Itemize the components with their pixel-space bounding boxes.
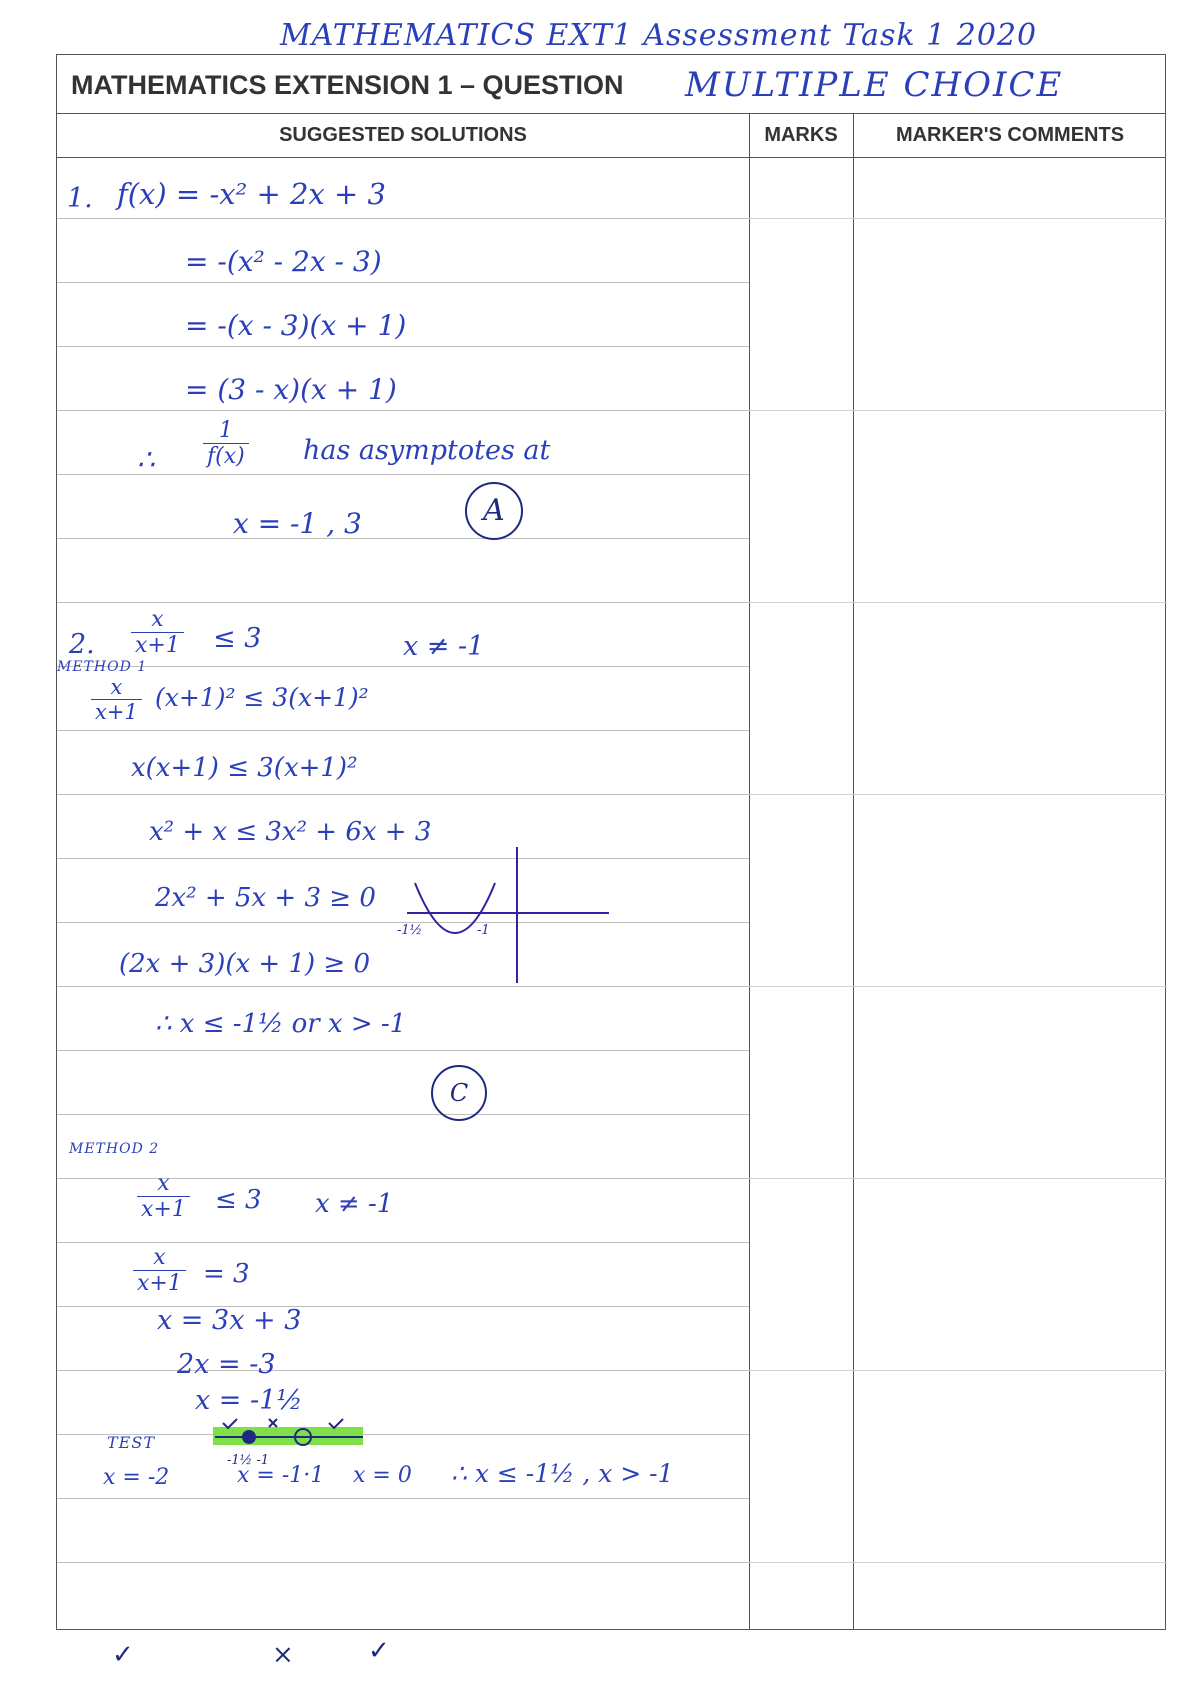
q2-m1-frac-den: x+1 bbox=[95, 700, 138, 724]
q1-frac-num: 1 bbox=[203, 418, 249, 444]
m2-frac-num: x bbox=[137, 1171, 190, 1197]
ruled-line bbox=[749, 794, 1167, 795]
ruled-line bbox=[749, 1370, 1167, 1371]
method2-label: METHOD 2 bbox=[69, 1141, 160, 1157]
m2-ineq: ≤ 3 bbox=[215, 1185, 262, 1215]
ruled-line bbox=[57, 282, 749, 283]
column-header-row bbox=[57, 113, 1165, 158]
q2-line5: 2x² + 5x + 3 ≥ 0 bbox=[155, 883, 376, 913]
number-line-labels: -1½ -1 bbox=[227, 1453, 270, 1468]
test-value-1: x = -2 bbox=[103, 1465, 170, 1490]
parabola-sketch bbox=[387, 845, 617, 985]
ruled-line bbox=[57, 602, 749, 603]
ruled-line bbox=[57, 1370, 749, 1371]
q2-fraction bbox=[131, 607, 184, 658]
test-label: TEST bbox=[107, 1433, 155, 1452]
cross-mark bbox=[269, 1419, 277, 1427]
q1-line2: = -(x² - 2x - 3) bbox=[185, 245, 382, 278]
ruled-line bbox=[57, 730, 749, 731]
q2-answer-circle: C bbox=[431, 1065, 487, 1121]
ruled-line bbox=[57, 474, 749, 475]
m2-line4: 2x = -3 bbox=[177, 1349, 276, 1380]
ruled-line bbox=[57, 1434, 749, 1435]
method1-label: METHOD 1 bbox=[57, 659, 148, 675]
graph-label-left: -1½ bbox=[397, 923, 423, 938]
ruled-line bbox=[57, 1562, 749, 1563]
m2-eq-fraction bbox=[133, 1245, 186, 1296]
ruled-line bbox=[749, 1178, 1167, 1179]
m2-conclusion: ∴ x ≤ -1½ , x > -1 bbox=[451, 1459, 674, 1488]
solution-sheet bbox=[56, 54, 1166, 1630]
ruled-line bbox=[57, 1050, 749, 1051]
q1-has-text: has asymptotes at bbox=[303, 435, 551, 466]
q1-answer-circle: A bbox=[465, 482, 523, 540]
ruled-line bbox=[749, 218, 1167, 219]
question-type: MULTIPLE CHOICE bbox=[685, 65, 1064, 105]
cross-test-2: × bbox=[272, 1640, 294, 1670]
q2-line2: (x+1)² ≤ 3(x+1)² bbox=[155, 683, 369, 712]
q2-frac-num: x bbox=[131, 607, 184, 633]
q2-number: 2. bbox=[69, 629, 95, 660]
ruled-line bbox=[749, 1562, 1167, 1563]
test-value-2: x = -1·1 bbox=[237, 1463, 325, 1488]
q1-therefore: ∴ bbox=[137, 443, 155, 476]
q2-restriction: x ≠ -1 bbox=[403, 631, 485, 662]
q1-line1: f(x) = -x² + 2x + 3 bbox=[117, 177, 386, 211]
q2-m1-fraction bbox=[91, 675, 142, 724]
closed-point bbox=[242, 1430, 256, 1444]
q2-line7: ∴ x ≤ -1½ or x > -1 bbox=[155, 1009, 407, 1039]
header-solutions: SUGGESTED SOLUTIONS bbox=[279, 124, 527, 146]
ruled-line bbox=[57, 1498, 749, 1499]
ruled-line bbox=[57, 538, 749, 539]
header-note: MATHEMATICS EXT1 Assessment Task 1 2020 bbox=[280, 18, 1038, 53]
q1-line6: x = -1 , 3 bbox=[233, 507, 362, 540]
m2-fraction bbox=[137, 1171, 190, 1222]
q2-m1-frac-num: x bbox=[91, 675, 142, 700]
ruled-line bbox=[57, 986, 749, 987]
q1-line3: = -(x - 3)(x + 1) bbox=[185, 309, 407, 342]
ruled-line bbox=[57, 346, 749, 347]
m2-line5: x = -1½ bbox=[195, 1385, 303, 1416]
tick-mark bbox=[329, 1419, 343, 1428]
tick-mark bbox=[223, 1419, 237, 1428]
q1-line4: = (3 - x)(x + 1) bbox=[185, 373, 397, 406]
ruled-line bbox=[749, 602, 1167, 603]
divider-marks bbox=[749, 113, 750, 1629]
m2-eq-frac-num: x bbox=[133, 1245, 186, 1271]
test-value-3: x = 0 bbox=[353, 1463, 412, 1488]
m2-restriction: x ≠ -1 bbox=[315, 1189, 394, 1219]
q2-ineq: ≤ 3 bbox=[213, 623, 262, 654]
tick-test-1: ✓ bbox=[112, 1640, 134, 1670]
q1-frac-den: f(x) bbox=[207, 444, 245, 469]
ruled-line bbox=[57, 218, 749, 219]
m2-eq: = 3 bbox=[203, 1259, 250, 1289]
ruled-line bbox=[749, 410, 1167, 411]
header-marks: MARKS bbox=[764, 124, 838, 146]
q2-line6: (2x + 3)(x + 1) ≥ 0 bbox=[119, 949, 371, 979]
graph-label-right: -1 bbox=[477, 923, 490, 938]
q2-line3: x(x+1) ≤ 3(x+1)² bbox=[131, 753, 358, 783]
m2-frac-den: x+1 bbox=[141, 1197, 186, 1222]
q2-frac-den: x+1 bbox=[135, 633, 180, 658]
m2-line3: x = 3x + 3 bbox=[157, 1305, 302, 1336]
divider-comments bbox=[853, 113, 854, 1629]
ruled-line bbox=[57, 410, 749, 411]
question-title: MATHEMATICS EXTENSION 1 – QUESTION bbox=[71, 70, 624, 100]
ruled-line bbox=[57, 1242, 749, 1243]
q1-number: 1. bbox=[67, 183, 93, 214]
q1-fraction bbox=[203, 418, 249, 469]
tick-test-3: ✓ bbox=[368, 1636, 390, 1666]
ruled-line bbox=[57, 666, 749, 667]
header-comments: MARKER'S COMMENTS bbox=[895, 124, 1125, 146]
ruled-line bbox=[57, 794, 749, 795]
title-row bbox=[57, 55, 1165, 114]
ruled-line bbox=[57, 1114, 749, 1115]
m2-eq-frac-den: x+1 bbox=[137, 1271, 182, 1296]
ruled-line bbox=[749, 986, 1167, 987]
q2-line4: x² + x ≤ 3x² + 6x + 3 bbox=[149, 817, 432, 847]
